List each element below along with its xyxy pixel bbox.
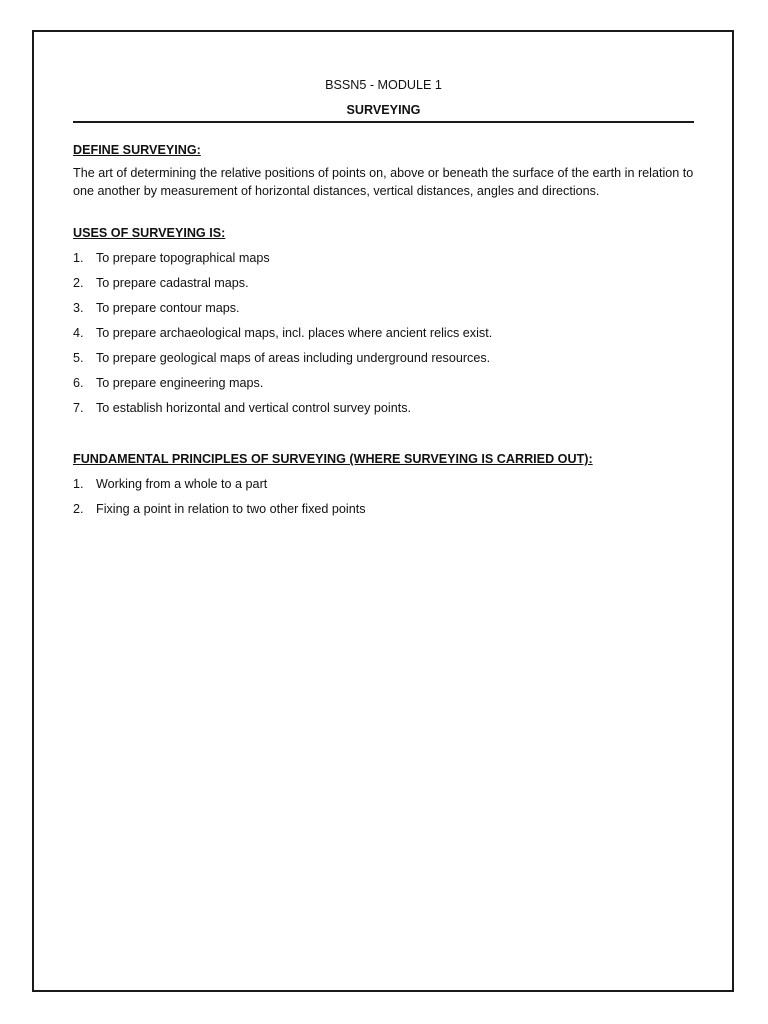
list-text: To prepare contour maps. (96, 301, 240, 315)
list-text: Fixing a point in relation to two other fixed points (96, 502, 366, 516)
page-title: SURVEYING (73, 101, 694, 123)
list-item (73, 274, 694, 299)
module-title: BSSN5 - MODULE 1 (325, 78, 442, 92)
uses-list (73, 249, 694, 424)
list-text: To establish horizontal and vertical control survey points. (96, 401, 412, 415)
list-item (73, 349, 694, 374)
list-number: 2. (73, 276, 84, 290)
list-number: 5. (73, 351, 84, 365)
define-surveying-heading: DEFINE SURVEYING: (73, 143, 201, 157)
list-item (73, 299, 694, 324)
uses-of-surveying-heading: USES OF SURVEYING IS: (73, 226, 226, 240)
list-number: 4. (73, 326, 84, 340)
list-number: 6. (73, 376, 84, 390)
principles-list (73, 475, 694, 525)
list-text: To prepare cadastral maps. (96, 276, 249, 290)
list-item (73, 500, 694, 525)
list-text: Working from a whole to a part (96, 477, 268, 491)
list-item (73, 249, 694, 274)
list-number: 1. (73, 477, 84, 491)
definition-paragraph: The art of determining the relative positions of points on, above or beneath the surface of the earth in relation to one another by measurement of horizontal distances, vertical distances, angles and directions. (73, 166, 694, 198)
list-number: 7. (73, 401, 84, 415)
list-text: To prepare geological maps of areas including underground resources. (96, 351, 491, 365)
list-text: To prepare engineering maps. (96, 376, 264, 390)
list-number: 1. (73, 251, 84, 265)
list-text: To prepare archaeological maps, incl. places where ancient relics exist. (96, 326, 493, 340)
fundamental-principles-heading: FUNDAMENTAL PRINCIPLES OF SURVEYING (WHERE SURVEYING IS CARRIED OUT): (73, 452, 593, 466)
list-item (73, 475, 694, 500)
list-number: 2. (73, 502, 84, 516)
list-item (73, 374, 694, 399)
list-text: To prepare topographical maps (96, 251, 270, 265)
document-content (73, 76, 694, 525)
list-number: 3. (73, 301, 84, 315)
list-item (73, 399, 694, 424)
list-item (73, 324, 694, 349)
